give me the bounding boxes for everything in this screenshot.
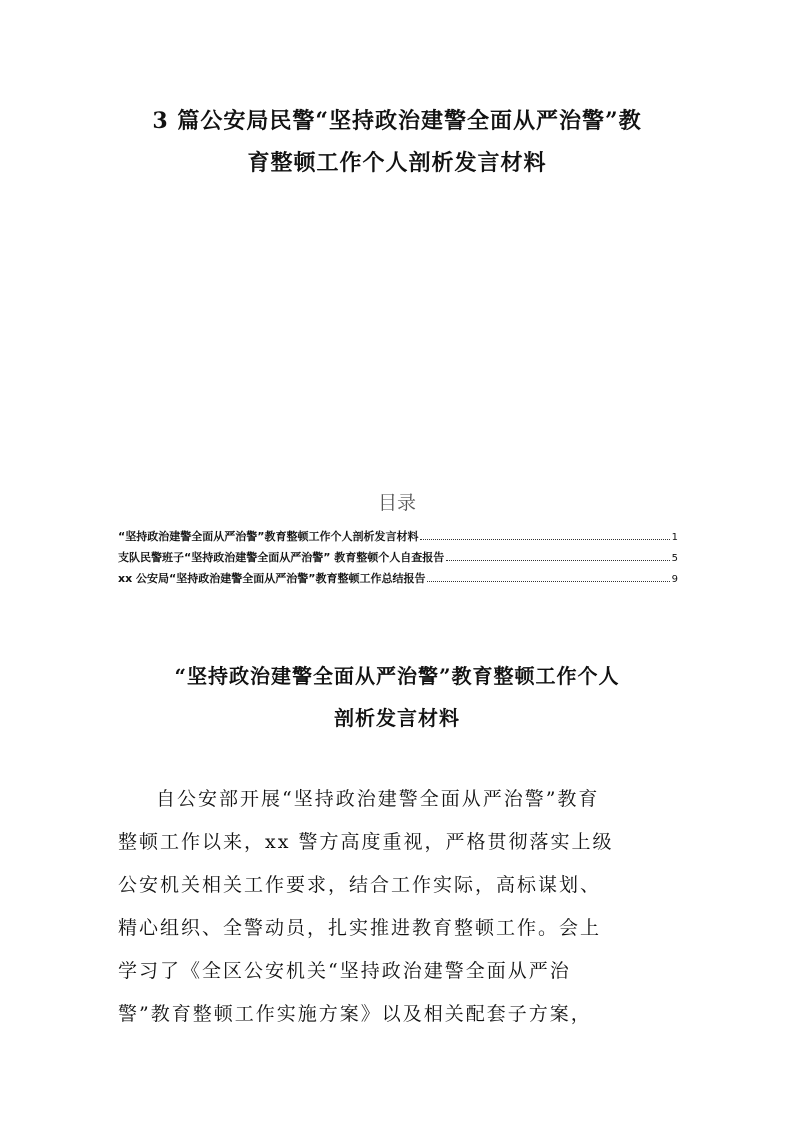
body-line: 学习了《全区公安机关“坚持政治建警全面从严治 bbox=[118, 960, 571, 982]
body-line: 精心组织、全警动员，扎实推进教育整顿工作。会上 bbox=[118, 917, 602, 939]
toc-leader-dots bbox=[446, 560, 669, 561]
toc-leader-dots bbox=[427, 581, 669, 582]
body-line: 公安机关相关工作要求，结合工作实际，高标谋划、 bbox=[118, 874, 602, 896]
body-line: 自公安部开展“坚持政治建警全面从严治警”教育 bbox=[156, 788, 600, 810]
body-line: 警”教育整顿工作实施方案》以及相关配套子方案， bbox=[118, 1003, 592, 1025]
toc-page-number: 5 bbox=[671, 553, 678, 564]
toc-entry-text[interactable]: 支队民警班子“坚持政治建警全面从严治警” 教育整顿个人自查报告 bbox=[118, 551, 445, 564]
table-of-contents bbox=[118, 528, 678, 591]
toc-entry-2[interactable] bbox=[118, 549, 678, 570]
section-title-line-1: “坚持政治建警全面从严治警”教育整顿工作个人 bbox=[174, 664, 620, 688]
document-title bbox=[0, 100, 794, 184]
section-body-paragraph bbox=[118, 778, 678, 1036]
toc-entry-text[interactable]: xx 公安局“坚持政治建警全面从严治警”教育整顿工作总结报告 bbox=[118, 572, 426, 585]
toc-leader-dots bbox=[420, 539, 669, 540]
toc-entry-text[interactable]: “坚持政治建警全面从严治警”教育整顿工作个人剖析发言材料 bbox=[118, 530, 419, 543]
toc-page-number: 1 bbox=[671, 532, 678, 543]
section-title bbox=[0, 655, 794, 739]
body-line: 整顿工作以来，xx 警方高度重视，严格贯彻落实上级 bbox=[118, 831, 614, 853]
toc-page-number: 9 bbox=[671, 574, 678, 585]
section-title-line-2: 剖析发言材料 bbox=[334, 706, 460, 730]
toc-heading: 目录 bbox=[377, 492, 416, 514]
toc-entry-3[interactable] bbox=[118, 570, 678, 591]
document-title-line-1: 3 篇公安局民警“坚持政治建警全面从严治警”教 bbox=[152, 108, 642, 134]
document-title-line-2: 育整顿工作个人剖析发言材料 bbox=[247, 150, 547, 176]
toc-entry-1[interactable] bbox=[118, 528, 678, 549]
